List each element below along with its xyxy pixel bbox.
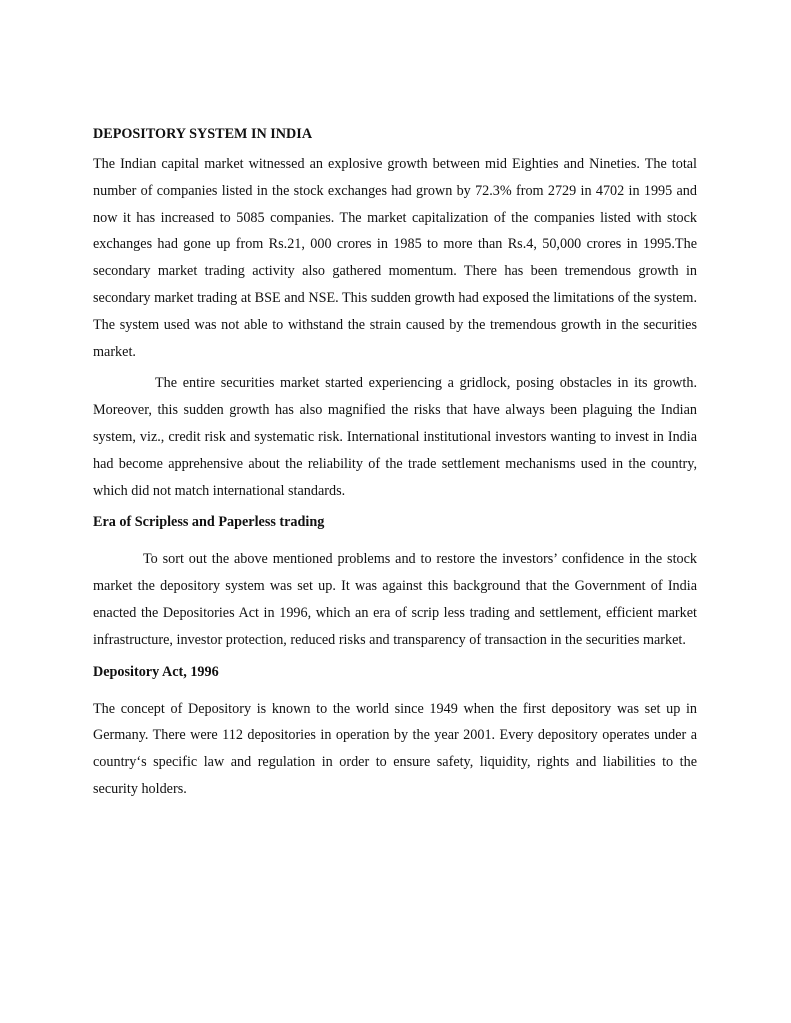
paragraph-gridlock-risks: The entire securities market started experiencing a gridlock, posing obstacles in its growth. Moreover, this sudden growth has also magnified the risks that have always been plaguing the Indian system, viz., credit risk and systematic risk. International institutional investors wanting to invest in India had become apprehensive about the reliability of the trade settlement mechanisms used in the country, which did not match international standards.: [93, 375, 697, 499]
document-page: [93, 124, 697, 803]
section-heading-depository-act-1996: Depository Act, 1996: [93, 663, 219, 680]
section-heading-depository-system: DEPOSITORY SYSTEM IN INDIA: [93, 126, 313, 142]
paragraph-depository-concept: The concept of Depository is known to the world since 1949 when the first depository was set up in Germany. There were 112 depositories in operation by the year 2001. Every depository operates under a country‘s specific law and regulation in order to ensure safety, liquidity, rights and liabilities to the security holders.: [93, 700, 697, 797]
section-heading-scripless-trading: Era of Scripless and Paperless trading: [93, 514, 325, 531]
paragraph-capital-market-growth: The Indian capital market witnessed an explosive growth between mid Eighties and Nineties. The total number of companies listed in the stock exchanges had grown by 72.3% from 2729 in 4702 in 1995 and now it has increased to 5085 companies. The market capitalization of the companies listed with stock exchanges had gone up from Rs.21, 000 crores in 1985 to more than Rs.4, 50,000 crores in 1995.The secondary market trading activity also gathered momentum. There has been tremendous growth in secondary market trading at BSE and NSE. This sudden growth had exposed the limitations of the system. The system used was not able to withstand the strain caused by the tremendous growth in the securities market.: [93, 156, 697, 360]
paragraph-depositories-act: To sort out the above mentioned problems and to restore the investors’ confidence in the stock market the depository system was set up. It was against this background that the Government of India enacted the Depositories Act in 1996, which an era of scrip less trading and settlement, efficient market infrastructure, investor protection, reduced risks and transparency of transaction in the securities market.: [93, 551, 697, 648]
